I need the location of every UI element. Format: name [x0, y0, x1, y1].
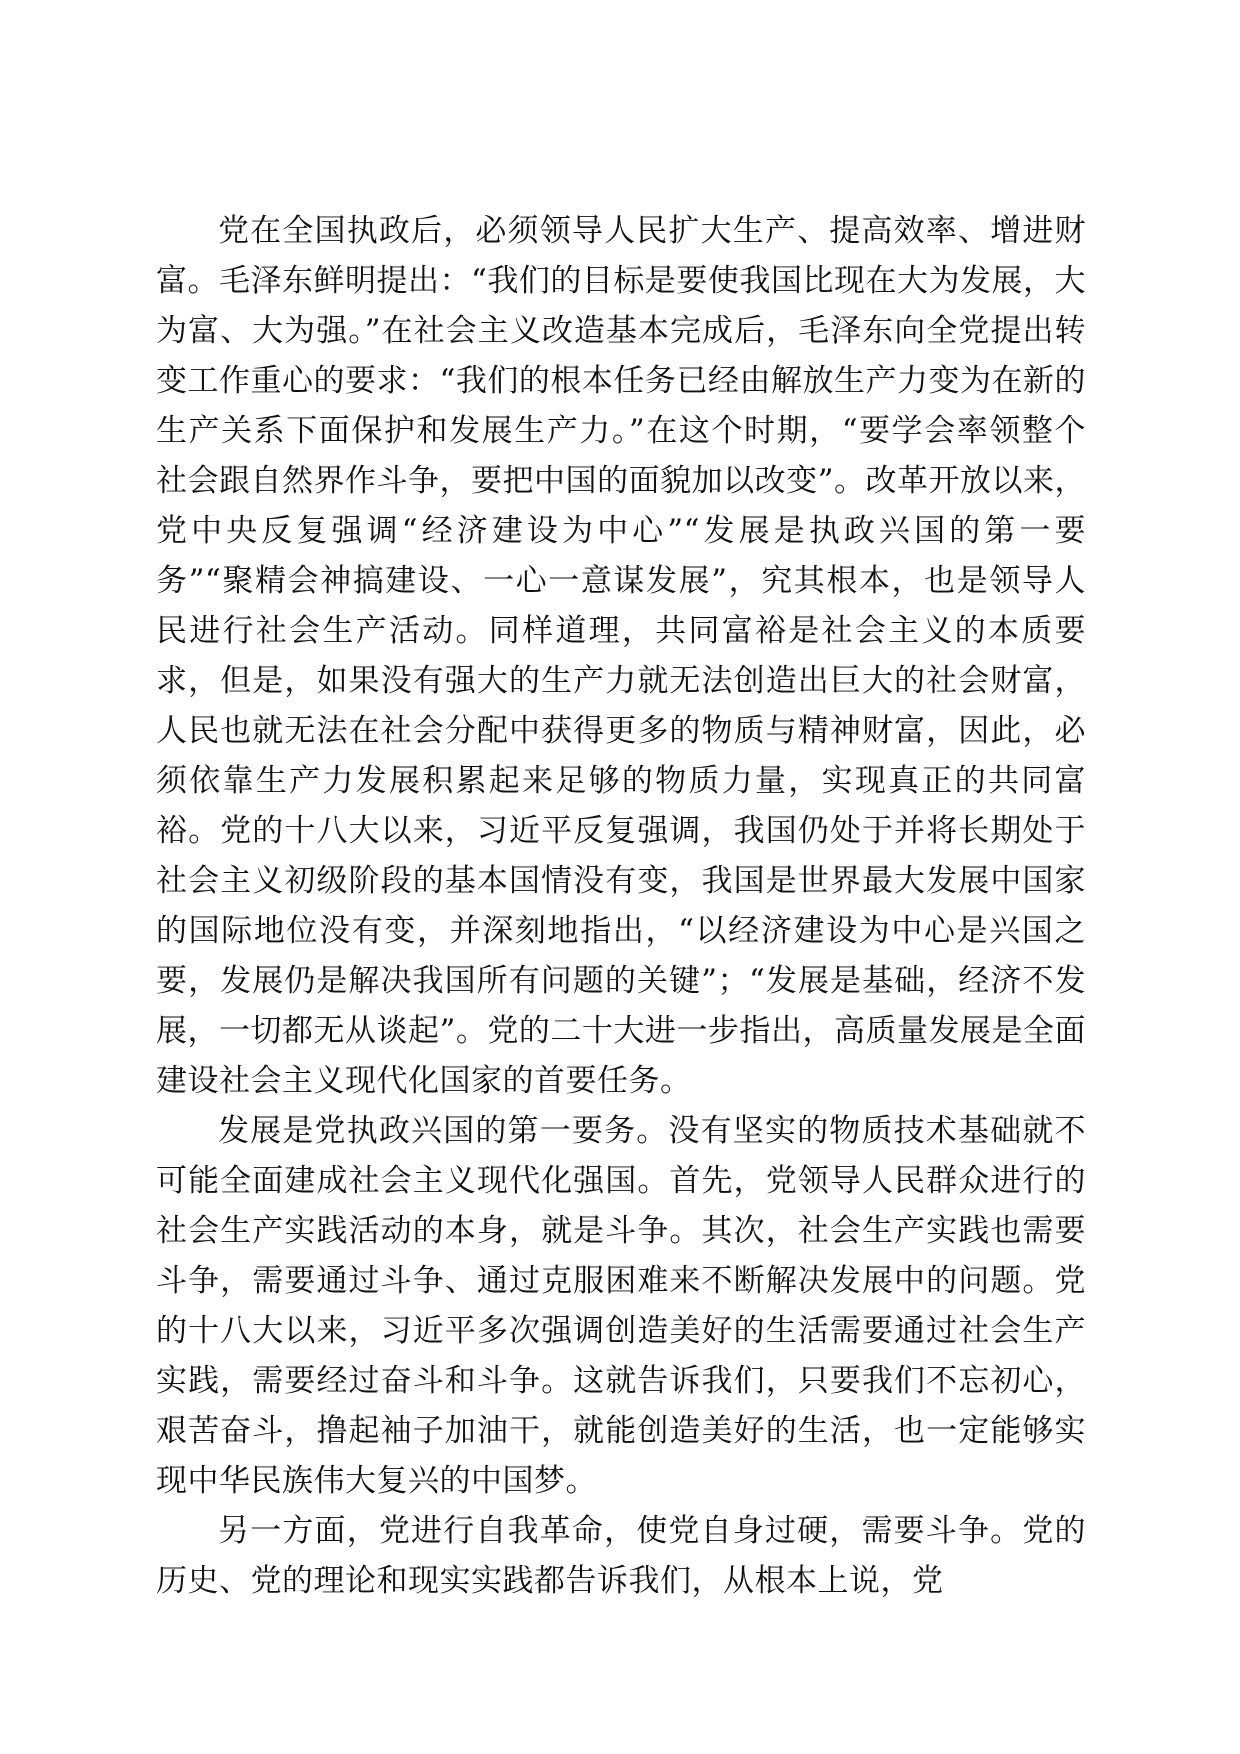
- paragraph-economic-development: 党在全国执政后，必须领导人民扩大生产、提高效率、增进财富。毛泽东鲜明提出：“我们的目标是要使我国比现在大为发展，大为富、大为强。”在社会主义改造基本完成后，毛泽东向全党提出转变工作重心的要求：“我们的根本任务已经由解放生产力变为在新的生产关系下面保护和发展生产力。”在这个时期，“要学会率领整个社会跟自然界作斗争，要把中国的面貌加以改变”。改革开放以来，党中央反复强调“经济建设为中心”“发展是执政兴国的第一要务”“聚精会神搞建设、一心一意谋发展”，究其根本，也是领导人民进行社会生产活动。同样道理，共同富裕是社会主义的本质要求，但是，如果没有强大的生产力就无法创造出巨大的社会财富，人民也就无法在社会分配中获得更多的物质与精神财富，因此，必须依靠生产力发展积累起来足够的物质力量，实现真正的共同富裕。党的十八大以来，习近平反复强调，我国仍处于并将长期处于社会主义初级阶段的基本国情没有变，我国是世界最大发展中国家的国际地位没有变，并深刻地指出，“以经济建设为中心是兴国之要，发展仍是解决我国所有问题的关键”；“发展是基础，经济不发展，一切都无从谈起”。党的二十大进一步指出，高质量发展是全面建设社会主义现代化国家的首要任务。: [156, 213, 1086, 1099]
- document-page: [156, 206, 1086, 1606]
- paragraph-self-revolution: 另一方面，党进行自我革命，使党自身过硬，需要斗争。党的历史、党的理论和现实实践都告诉我们，从根本上说，党: [156, 1513, 1086, 1599]
- paragraph-development-first-task: 发展是党执政兴国的第一要务。没有坚实的物质技术基础就不可能全面建成社会主义现代化强国。首先，党领导人民群众进行的社会生产实践活动的本身，就是斗争。其次，社会生产实践也需要斗争，需要通过斗争、通过克服困难来不断解决发展中的问题。党的十八大以来，习近平多次强调创造美好的生活需要通过社会生产实践，需要经过奋斗和斗争。这就告诉我们，只要我们不忘初心，艰苦奋斗，撸起袖子加油干，就能创造美好的生活，也一定能够实现中华民族伟大复兴的中国梦。: [156, 1113, 1086, 1499]
